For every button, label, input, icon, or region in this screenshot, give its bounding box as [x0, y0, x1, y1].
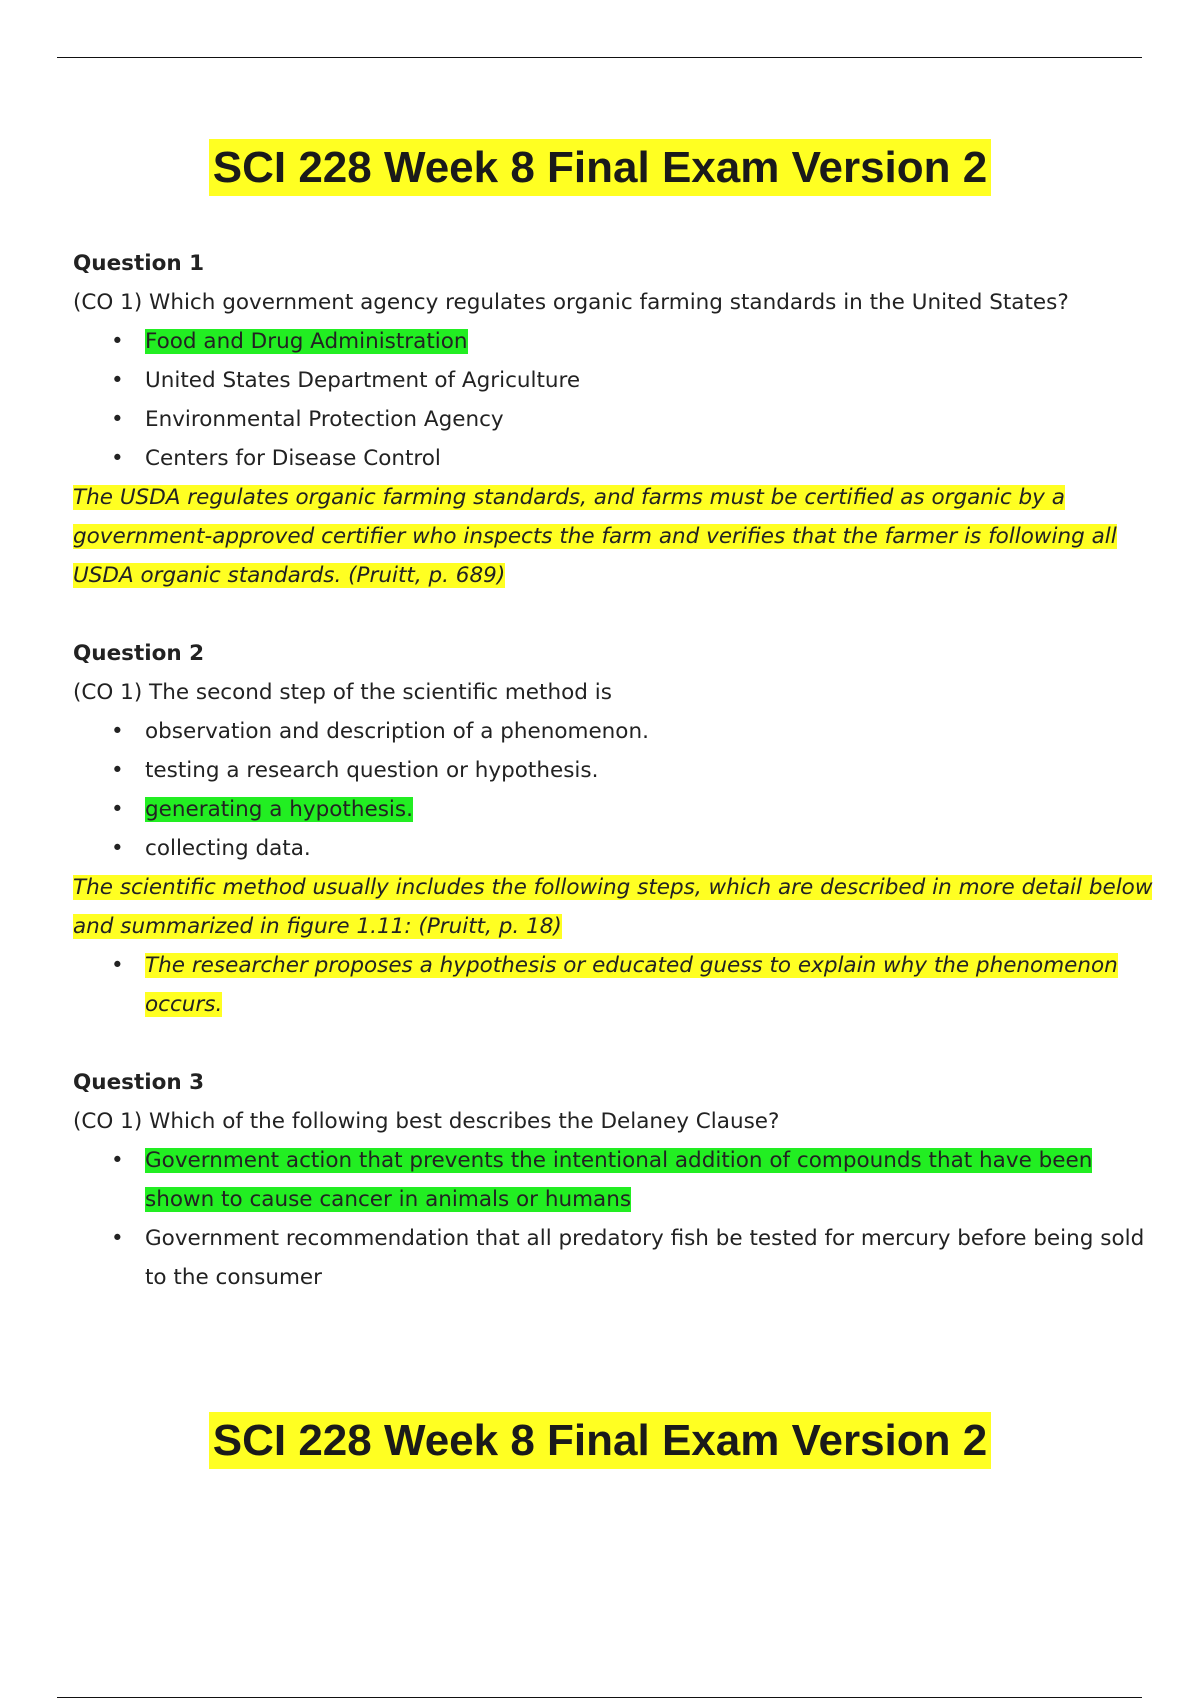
bullet-icon: • [111, 1148, 124, 1173]
answer-label: Government recommendation that all predatory fish be tested for mercury before being sold to the consumer [145, 1226, 1145, 1290]
answer-option [73, 361, 1163, 400]
explanation-bullets [73, 946, 1163, 1024]
question-3 [73, 1063, 1163, 1297]
answer-option [73, 1219, 1163, 1297]
answer-option [73, 400, 1163, 439]
question-text: (CO 1) Which of the following best describes the Delaney Clause? [73, 1109, 780, 1134]
answer-option [73, 322, 1163, 361]
spacer [73, 1024, 1163, 1063]
document-title-container [0, 139, 1200, 196]
bullet-icon: • [111, 407, 124, 432]
bullet-icon: • [111, 836, 124, 861]
answer-option [73, 751, 1163, 790]
correct-answer-label: Government action that prevents the intentional addition of compounds that have been shown to cause cancer in animals or humans [145, 1148, 1093, 1212]
answer-label: Centers for Disease Control [145, 446, 441, 471]
explanation-text: The scientific method usually includes the following steps, which are described in more detail below and summarized in figure 1.11: (Pruitt, p. 18) [73, 875, 1153, 939]
answer-label: collecting data. [145, 836, 311, 861]
explanation [73, 868, 1163, 946]
question-text: (CO 1) The second step of the scientific method is [73, 680, 612, 705]
question-heading: Question 1 [73, 251, 205, 276]
answer-option [73, 439, 1163, 478]
bullet-icon: • [111, 368, 124, 393]
question-text: (CO 1) Which government agency regulates organic farming standards in the United States? [73, 290, 1069, 315]
bullet-icon: • [111, 329, 124, 354]
answer-options [73, 322, 1163, 478]
bullet-icon: • [111, 953, 124, 978]
answer-label: testing a research question or hypothesis. [145, 758, 599, 783]
document-title: SCI 228 Week 8 Final Exam Version 2 [209, 139, 991, 196]
correct-answer-label: Food and Drug Administration [145, 329, 468, 354]
bullet-icon: • [111, 797, 124, 822]
answer-option [73, 829, 1163, 868]
spacer [73, 595, 1163, 634]
answer-label: observation and description of a phenomenon. [145, 719, 649, 744]
answer-option [73, 712, 1163, 751]
bottom-rule [57, 1697, 1142, 1698]
answer-label: United States Department of Agriculture [145, 368, 581, 393]
bullet-icon: • [111, 1226, 124, 1251]
correct-answer-label: generating a hypothesis. [145, 797, 413, 822]
top-rule [57, 57, 1142, 58]
question-2 [73, 634, 1163, 1024]
explanation [73, 478, 1163, 595]
answer-label: Environmental Protection Agency [145, 407, 504, 432]
footer-title: SCI 228 Week 8 Final Exam Version 2 [209, 1412, 991, 1469]
question-heading: Question 2 [73, 641, 205, 666]
bullet-icon: • [111, 758, 124, 783]
bullet-icon: • [111, 719, 124, 744]
footer-title-container [0, 1412, 1200, 1469]
answer-option [73, 790, 1163, 829]
answer-options [73, 712, 1163, 868]
question-1 [73, 244, 1163, 595]
explanation-text: The USDA regulates organic farming standards, and farms must be certified as organic by a government-approved certifier who inspects the farm and verifies that the farmer is following all USDA organic standards. (Pruitt, p. 689) [73, 485, 1117, 588]
answer-option [73, 1141, 1163, 1219]
bullet-icon: • [111, 446, 124, 471]
explanation-bullet [73, 946, 1163, 1024]
exam-content [73, 244, 1163, 1297]
explanation-bullet-text: The researcher proposes a hypothesis or educated guess to explain why the phenomenon occurs. [145, 953, 1118, 1017]
answer-options [73, 1141, 1163, 1297]
question-heading: Question 3 [73, 1070, 205, 1095]
